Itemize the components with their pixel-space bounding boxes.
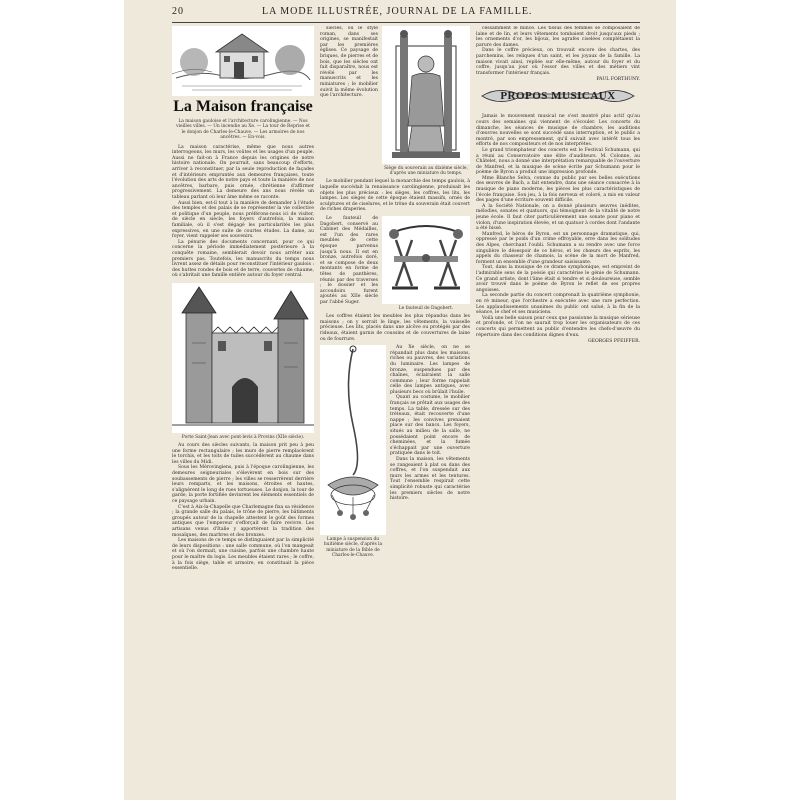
paragraph: Voilà une belle saison pour ceux que passionne la musique sérieuse et profonde, et l'on ne saurait trop louer les organisateurs de ces concerts qui permettent au public d'entendre les chefs-d'œuvre du répertoire dans des conditions dignes d'eux. xyxy=(476,315,640,338)
running-title: LA MODE ILLUSTRÉE, JOURNAL DE LA FAMILLE. xyxy=(262,6,533,17)
fauteuil-dagobert-illustration xyxy=(382,216,470,304)
paragraph: Tout, dans la musique de ce drame symphonique, est empreint de l'admirable sens de la poésie qui caractérise le génie de Schumann. Ce grand artiste, dont l'âme était si tendre et si douloureuse, semble avoir trouvé dans le poème de Byron le reflet de ses propres angoisses. xyxy=(476,265,640,293)
paragraph: Manfred, le héros de Byron, est un personnage dramatique, qui, oppressé par le poids d'un crime effroyable, erre dans les solitudes des Alpes, cherchant l'oubli. Schumann a su rendre avec une force singulière le désespoir de ce héros, et les chœurs des esprits, les appels du chasseur de chamois, la scène de la mort de Manfred, forment un ensemble d'une grandeur saisissante. xyxy=(476,231,640,265)
article2-signature: GEORGES PFEIFFER. xyxy=(588,339,640,345)
paragraph: Les maisons de ce temps se distinguaient par la simplicité de leurs dispositions : une salle commune, où l'on mangeait et où l'on dormait, une cuisine, parfois une chambre haute pour le maître du logis. Les meubles étaient rares ; le coffre, à la fois siège, table et armoire, en constituait la pièce essentielle. xyxy=(172,538,314,572)
throne-figure xyxy=(382,26,470,176)
paragraph: Au cours des siècles suivants, la maison prit peu à peu une forme rectangulaire ; les murs de pierre remplacèrent le torchis, et les toits de tuiles succédèrent au chaume dans les villes du Midi. xyxy=(172,443,314,465)
figure-caption: Le fauteuil de Dagobert. xyxy=(398,305,454,311)
section-banner xyxy=(476,84,640,108)
paragraph: Mme Blanche Selva, connue du public par ses belles exécutions des œuvres de Bach, a fait entendre, dans une séance consacrée à la musique de piano moderne, les pièces les plus caractéristiques de l'école française. Son jeu, à la fois nerveux et coloré, a mis en valeur des pages d'une écriture souvent difficile. xyxy=(476,175,640,204)
section-banner-title: PROPOS MUSICAUX xyxy=(500,90,616,103)
article-body-col2-low xyxy=(320,314,470,342)
article-title: La Maison française xyxy=(173,98,313,115)
lampe-illustration xyxy=(320,345,386,535)
article2-body xyxy=(476,114,640,338)
article-signature: PAUL FORTHUNY. xyxy=(596,77,640,83)
header-rule xyxy=(172,22,640,23)
paragraph: siècles, où le style roman, dans ses origines, se manifestait par les premières églises. Ce paysage de briques, de pierres et de bois, que les siècles ont fait disparaître, nous est révélé par les manuscrits et les miniatures ; le mobilier suivit la même évolution que l'architecture. xyxy=(320,26,378,99)
porte-saint-jean-illustration xyxy=(172,283,314,433)
fauteuil-figure xyxy=(382,216,470,311)
magazine-page xyxy=(124,0,676,800)
article-body-col2-top xyxy=(320,26,378,176)
lampe-figure xyxy=(320,345,386,558)
paragraph: Le mobilier pendant lequel la monarchie des temps gaulois, à laquelle succédait la renaissance carolingienne, produisait les objets les plus précieux : les sièges, les coffres, les lits, les lampes. Les sièges de cette époque étaient massifs, ornés de sculptures et de ciselures, et le trône du souverain était couvert de riches draperies. xyxy=(320,179,470,213)
paragraph: La seconde partie du concert comprenait la quatrième symphonie, en ré mineur, que l'orchestre a exécutée avec une rare perfection. Les applaudissements unanimes du public ont salué, à la fin de la séance, le chef et ses musiciens. xyxy=(476,293,640,316)
paragraph: cessamment le mince. Les tissus des femmes se composaient de laine et de lin, et leurs vêtements tombaient droit jusqu'aux pieds ; les ornements d'or, les bijoux, les agrafes ciselées complétaient la parure des dames. xyxy=(476,26,640,48)
paragraph: La maison caractérise, même que nous autres interrogeons, les murs, les voûtes et les usages d'un peuple. Aussi ne fait-on à France depuis les origines de notre histoire nationale. On pourrait, sans beaucoup d'efforts, arriver à reconstituer, par la seule reproduction de façades et d'intérieurs empruntés aux demeures françaises, toute l'évolution des arts de notre pays et toute la manière de nos ancêtres, barbare, puis ornée, chrétienne d'affirmer progressivement. La demeure des ans nous révèle un tableau parlant où leur âme même se raconte. xyxy=(172,144,314,200)
paragraph: Jamais le mouvement musical ne s'est montré plus actif qu'au cours des semaines qui viennent de s'écouler. Les concerts du dimanche, les séances de musique de chambre, les auditions d'œuvres nouvelles se sont succédé sans interruption, et le public a montré, par son empressement, qu'il suivait avec intérêt tous les efforts de nos compositeurs et de nos interprètes. xyxy=(476,114,640,148)
article-subtitle: La maison gauloise et l'architecture carolingienne. — Nos vieilles villes. — Un incendie au Xe. — La tour de Reprise et le donjon de Charles-le-Chauve. — Les armoires de nos ancêtres. — En-vois. xyxy=(176,119,310,141)
paragraph: Le grand triomphateur des concerts est le Festival Schumann, qui a réuni au Conservatoire une élite d'auditeurs. M. Colonne, au Châtelet, nous a donné une interprétation remarquable de l'ouverture de Manfred, et la musique de scène écrite par Schumann pour le poème de Byron a produit une impression profonde. xyxy=(476,147,640,176)
article-body-part1 xyxy=(172,145,314,279)
column-2 xyxy=(320,26,470,784)
paragraph: Aussi bien, est-il tout à la manière de demander à l'étude des temples et des palais de se représenter la vie collective et politique d'un peuple, nous préférons-nous ici de visiter, de siècle en siècle, les foyers d'autrefois, la maison familiale, où il s'est dégagé les particularités les plus expressives, en une suite de courtes études. La dame, au foyer, vient rappeler ses souvenirs. xyxy=(172,200,314,240)
article-body-col3-top xyxy=(476,26,640,76)
column-3 xyxy=(476,26,640,784)
figure-caption: Lampe à suspension du huitième siècle, d'après la miniature de la Bible de Charles-le-Chauve. xyxy=(323,537,383,558)
paragraph: Le fauteuil de Dagobert, conservé au Cabinet des Médailles, est l'un des rares meubles de cette époque parvenus jusqu'à nous. Il est en bronze, autrefois doré, et se compose de deux montants en forme de têtes de panthères, réunis par des traverses ; le dossier et les accoudoirs furent ajoutés au XIIe siècle par l'abbé Suger. xyxy=(320,215,378,305)
article-body-col2-mid xyxy=(320,179,470,213)
figure-caption: Siège du souverain au dixième siècle, d'après une miniature du temps. xyxy=(384,166,468,177)
paragraph: Dans la maison, les vêtements se rangeaient à plat ou dans des coffres, et l'on suspendait aux murs les armes et les tentures. Tout l'ensemble respirait cette simplicité robuste qui caractérise les premiers siècles de notre histoire. xyxy=(390,457,470,502)
running-header xyxy=(172,6,640,20)
paragraph: La pénurie des documents concernant, pour ce qui concerne la période immédiatement postérieure à la conquête romaine, semblerait devoir nous arrêter aux premiers pas. Toutefois, les manuscrits du temps nous livrent assez de détails pour reconstituer l'intérieur gaulois : des huttes rondes de bois et de terre, couvertes de chaume, où s'abritait une famille entière autour du foyer central. xyxy=(172,239,314,279)
paragraph: Les coffres étaient les meubles les plus répandus dans les maisons ; on y serrait le linge, les vêtements, la vaisselle précieuse. Les lits, placés dans une alcôve ou protégés par des rideaux, étaient garnis de coussins et de couvertures de laine ou de fourrure. xyxy=(320,314,470,342)
paragraph: Au Xe siècle, on ne se répandait plus dans les maisons, riches ou pauvres, des variations du luminaire. Les lampes de bronze, suspendues par des chaînes, éclairaient la salle commune ; leur forme rappelait celle des lampes antiques, avec plusieurs becs où brûlait l'huile. xyxy=(390,345,470,395)
column-1 xyxy=(172,26,314,784)
article-body-col2-bottom xyxy=(390,345,470,558)
paragraph: Dans le coffre précieux, on trouvait encore des chartes, des parchemins, les reliques d'un saint, et les joyaux de la famille. La maison vivait ainsi, repliée sur elle-même, autour du foyer et du coffre, jusqu'au jour où l'essor des villes et des métiers vint transformer l'intérieur français. xyxy=(476,48,640,76)
article-body-col2-side xyxy=(320,216,378,311)
paragraph: A la Société Nationale, on a donné plusieurs œuvres inédites, mélodies, sonates et quatuors, qui témoignent de la vitalité de notre jeune école. Il faut citer particulièrement une sonate pour piano et violon, d'une inspiration élevée, et un quatuor à cordes dont l'andante a été bissé. xyxy=(476,203,640,232)
article-body-part2 xyxy=(172,443,314,572)
figure-caption: Porte Saint-Jean avec pont-levis à Provins (XIIe siècle). xyxy=(181,434,305,440)
house-vignette-illustration xyxy=(172,26,314,96)
page-number: 20 xyxy=(172,6,184,17)
paragraph: Quant au costume, le mobilier français se prêtait aux usages des temps. La table, dressée sur des tréteaux, était recouverte d'une nappe ; les convives prenaient place sur des bancs. Les foyers, situés au milieu de la salle, ne possédaient point encore de cheminées, et la fumée s'échappait par une ouverture pratiquée dans le toit. xyxy=(390,395,470,457)
throne-illustration xyxy=(382,26,470,164)
paragraph: C'est à Aix-la-Chapelle que Charlemagne fixa sa résidence ; la grande salle du palais, le trône de pierre, les bâtiments groupés autour de la chapelle attestent le goût des formes antiques que l'empereur s'efforçait de faire revivre. Les artisans venus d'Italie y apportèrent la tradition des mosaïques, des marbres et des bronzes. xyxy=(172,504,314,538)
paragraph: Sous les Mérovingiens, puis à l'époque carolingienne, les demeures seigneuriales s'élevèrent en bois sur des soubassements de pierre ; les villes se resserrèrent derrière leurs remparts, et les maisons, étroites et hautes, s'alignèrent le long de rues tortueuses. Le donjon, la tour de garde, la porte fortifiée devinrent les éléments essentiels de ce paysage urbain. xyxy=(172,465,314,505)
